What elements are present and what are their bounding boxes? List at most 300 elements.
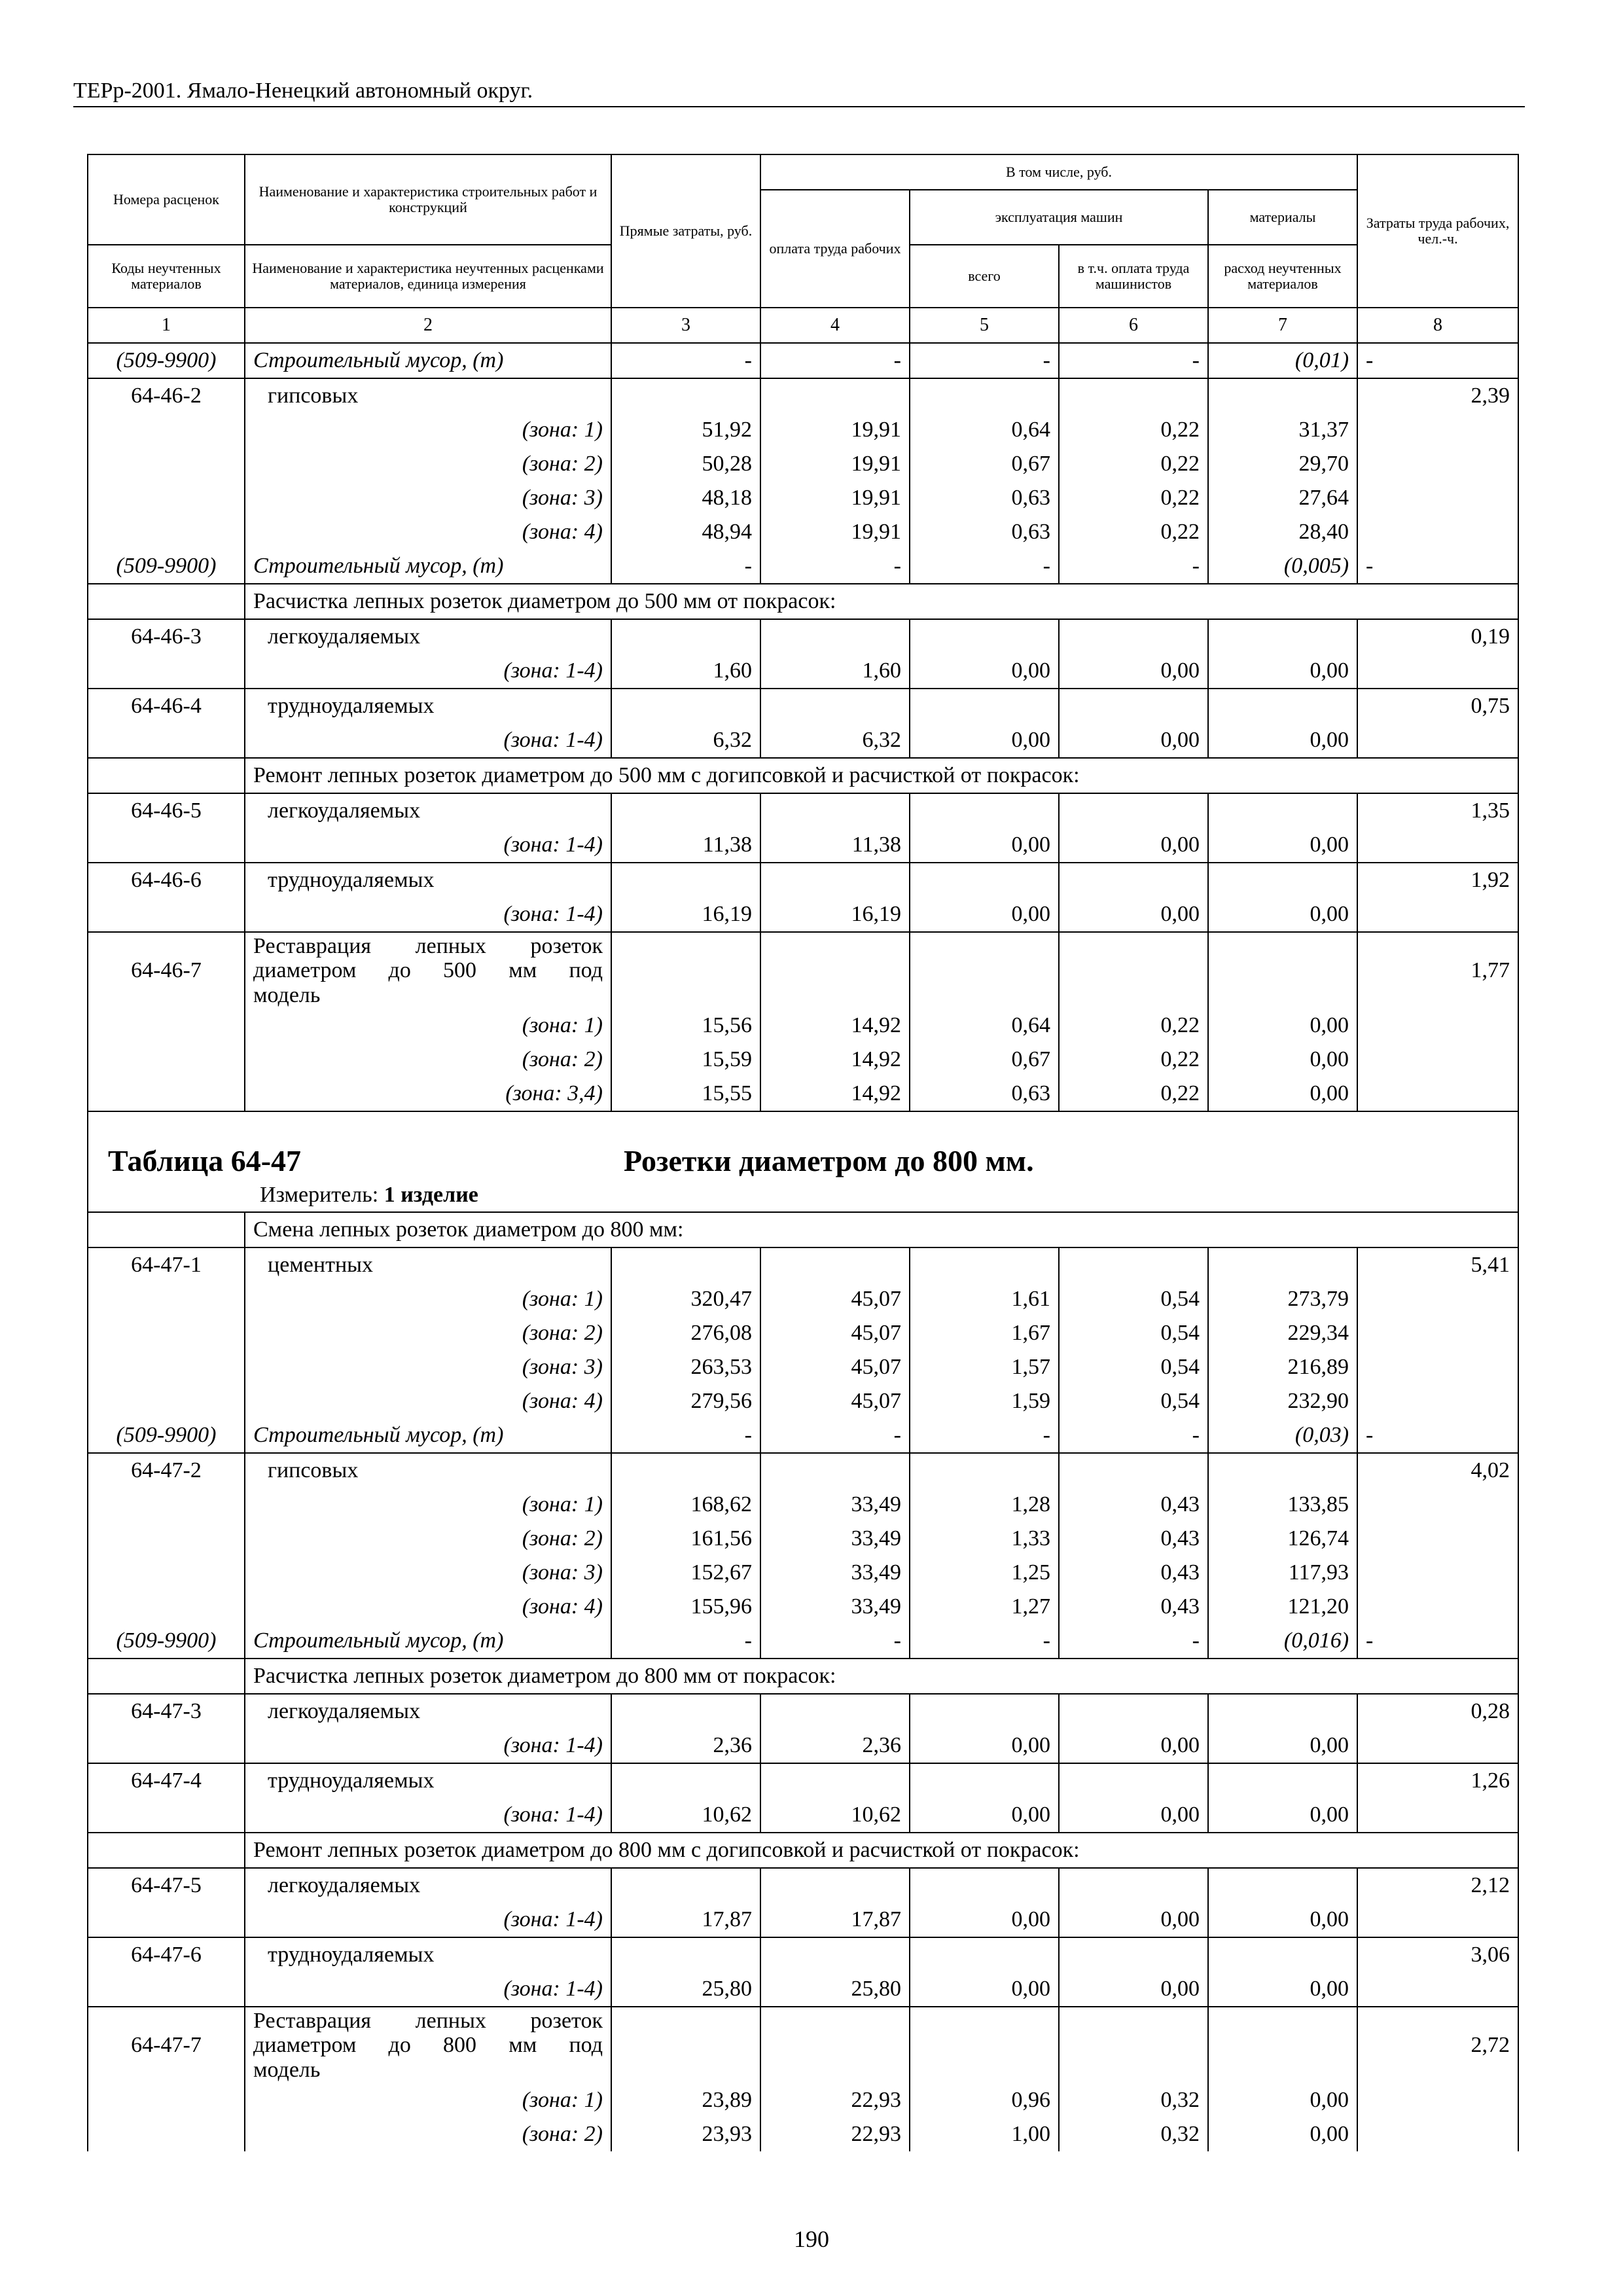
zone-label: (зона: 2) bbox=[245, 1043, 611, 1077]
empty-cell bbox=[1357, 1556, 1518, 1590]
empty-cell bbox=[88, 1043, 245, 1077]
empty-cell bbox=[88, 2117, 245, 2151]
value-c3: 161,56 bbox=[611, 1522, 760, 1556]
value-cell bbox=[910, 932, 1059, 1009]
zone-row bbox=[88, 1384, 1518, 1418]
value-c5: 0,96 bbox=[910, 2083, 1059, 2117]
value-cell bbox=[910, 1247, 1059, 1282]
value-cell bbox=[1208, 1694, 1357, 1729]
zone-label: (зона: 3) bbox=[245, 1350, 611, 1384]
value-c4: - bbox=[760, 1624, 910, 1659]
value-cell bbox=[1208, 1763, 1357, 1798]
value-c7: 31,37 bbox=[1208, 413, 1357, 447]
value-c6: 0,54 bbox=[1059, 1350, 1208, 1384]
zone-label: (зона: 1) bbox=[245, 1488, 611, 1522]
value-cell bbox=[611, 378, 760, 413]
value-c7: 232,90 bbox=[1208, 1384, 1357, 1418]
section-spacer bbox=[88, 584, 245, 619]
value-c4: 14,92 bbox=[760, 1077, 910, 1111]
value-c5: 1,00 bbox=[910, 2117, 1059, 2151]
value-c4: 6,32 bbox=[760, 723, 910, 758]
measure-unit bbox=[260, 1183, 478, 1207]
value-c6: 0,00 bbox=[1059, 1798, 1208, 1833]
value-c7: 28,40 bbox=[1208, 515, 1357, 549]
zone-label: (зона: 1-4) bbox=[245, 828, 611, 863]
value-c4: 19,91 bbox=[760, 447, 910, 481]
rate-name: трудноудаляемых bbox=[245, 1763, 611, 1798]
rate-row bbox=[88, 1694, 1518, 1729]
material-code: (509-9900) bbox=[88, 549, 245, 584]
zone-row bbox=[88, 1522, 1518, 1556]
empty-cell bbox=[88, 413, 245, 447]
labor-cost: 0,75 bbox=[1357, 689, 1518, 723]
value-c4: 19,91 bbox=[760, 515, 910, 549]
value-c4: 33,49 bbox=[760, 1522, 910, 1556]
header-title: ТЕРр-2001. Ямало-Ненецкий автономный округ. bbox=[73, 79, 533, 103]
empty-cell bbox=[1357, 1488, 1518, 1522]
section-spacer bbox=[88, 758, 245, 793]
labor-cost: - bbox=[1357, 343, 1518, 378]
rate-code: 64-47-5 bbox=[88, 1868, 245, 1903]
machines-header: эксплуатация машин bbox=[910, 190, 1208, 245]
empty-cell bbox=[1357, 2117, 1518, 2151]
col8-header: Затраты труда рабочих, чел.-ч. bbox=[1357, 154, 1518, 308]
value-cell bbox=[1059, 689, 1208, 723]
value-c6: - bbox=[1059, 343, 1208, 378]
page-number: 190 bbox=[794, 2226, 829, 2252]
zone-label: (зона: 1-4) bbox=[245, 654, 611, 689]
material-name: Строительный мусор, (т) bbox=[245, 1624, 611, 1659]
rate-code: 64-46-5 bbox=[88, 793, 245, 828]
value-c5: 0,00 bbox=[910, 1798, 1059, 1833]
value-cell bbox=[1208, 619, 1357, 654]
zone-label: (зона: 2) bbox=[245, 447, 611, 481]
value-c3: - bbox=[611, 1624, 760, 1659]
value-c3: 25,80 bbox=[611, 1972, 760, 2007]
value-cell bbox=[910, 378, 1059, 413]
value-c6: 0,00 bbox=[1059, 897, 1208, 932]
zone-label: (зона: 2) bbox=[245, 1316, 611, 1350]
value-c5: 0,00 bbox=[910, 1972, 1059, 2007]
value-cell bbox=[1059, 1453, 1208, 1488]
value-c5: 0,00 bbox=[910, 1729, 1059, 1763]
empty-cell bbox=[1357, 515, 1518, 549]
value-c7: 27,64 bbox=[1208, 481, 1357, 515]
value-c4: - bbox=[760, 343, 910, 378]
rate-name-line: Реставрация лепных розеток bbox=[253, 933, 603, 958]
zone-label: (зона: 4) bbox=[245, 1384, 611, 1418]
section-title: Ремонт лепных розеток диаметром до 800 мм с догипсовкой и расчисткой от покрасок: bbox=[245, 1833, 1518, 1868]
rate-code: 64-46-7 bbox=[88, 932, 245, 1009]
value-c5: 1,57 bbox=[910, 1350, 1059, 1384]
value-cell bbox=[611, 1763, 760, 1798]
value-c5: 0,00 bbox=[910, 1903, 1059, 1937]
zone-label: (зона: 1-4) bbox=[245, 1972, 611, 2007]
value-cell bbox=[910, 793, 1059, 828]
value-c4: 11,38 bbox=[760, 828, 910, 863]
empty-cell bbox=[88, 1316, 245, 1350]
value-c5: - bbox=[910, 549, 1059, 584]
empty-cell bbox=[1357, 1522, 1518, 1556]
labor-cost: 2,39 bbox=[1357, 378, 1518, 413]
table-body bbox=[88, 343, 1518, 2151]
labor-cost: 0,19 bbox=[1357, 619, 1518, 654]
rate-row bbox=[88, 2007, 1518, 2083]
zone-row bbox=[88, 1282, 1518, 1316]
empty-cell bbox=[88, 1972, 245, 2007]
rate-name bbox=[245, 932, 611, 1009]
value-c4: 17,87 bbox=[760, 1903, 910, 1937]
rate-name: трудноудаляемых bbox=[245, 689, 611, 723]
value-cell bbox=[760, 2007, 910, 2083]
empty-cell bbox=[88, 1077, 245, 1111]
zone-label: (зона: 1) bbox=[245, 1282, 611, 1316]
zone-row bbox=[88, 515, 1518, 549]
empty-cell bbox=[88, 828, 245, 863]
rate-name-line: Реставрация лепных розеток bbox=[253, 2008, 603, 2033]
value-c3: 11,38 bbox=[611, 828, 760, 863]
rate-row bbox=[88, 932, 1518, 1009]
empty-cell bbox=[88, 1798, 245, 1833]
section-spacer bbox=[88, 1659, 245, 1694]
value-c6: 0,00 bbox=[1059, 654, 1208, 689]
section-row bbox=[88, 758, 1518, 793]
empty-cell bbox=[1357, 447, 1518, 481]
measure-label: Измеритель: bbox=[260, 1183, 379, 1207]
value-c3: 1,60 bbox=[611, 654, 760, 689]
value-c4: - bbox=[760, 1418, 910, 1453]
value-c6: 0,22 bbox=[1059, 1043, 1208, 1077]
material-code: (509-9900) bbox=[88, 343, 245, 378]
value-c3: 23,89 bbox=[611, 2083, 760, 2117]
value-c4: 16,19 bbox=[760, 897, 910, 932]
value-c3: 48,18 bbox=[611, 481, 760, 515]
rate-row bbox=[88, 863, 1518, 897]
materials-header: материалы bbox=[1208, 190, 1357, 245]
value-c7: 0,00 bbox=[1208, 1077, 1357, 1111]
value-c3: - bbox=[611, 343, 760, 378]
value-cell bbox=[1059, 619, 1208, 654]
section-title: Ремонт лепных розеток диаметром до 500 мм с догипсовкой и расчисткой от покрасок: bbox=[245, 758, 1518, 793]
empty-cell bbox=[88, 1903, 245, 1937]
value-c4: 2,36 bbox=[760, 1729, 910, 1763]
empty-cell bbox=[88, 1729, 245, 1763]
value-c5: 1,25 bbox=[910, 1556, 1059, 1590]
zone-label: (зона: 3,4) bbox=[245, 1077, 611, 1111]
zone-row bbox=[88, 1972, 1518, 2007]
value-c4: 1,60 bbox=[760, 654, 910, 689]
labor-cost: 1,77 bbox=[1357, 932, 1518, 1009]
col-num: 2 bbox=[245, 308, 611, 343]
labor-cost: 5,41 bbox=[1357, 1247, 1518, 1282]
section-spacer bbox=[88, 1212, 245, 1247]
section-row bbox=[88, 1212, 1518, 1247]
zone-row bbox=[88, 1488, 1518, 1522]
material-row bbox=[88, 343, 1518, 378]
value-c6: - bbox=[1059, 549, 1208, 584]
empty-cell bbox=[88, 1350, 245, 1384]
value-c5: 0,63 bbox=[910, 1077, 1059, 1111]
rate-code: 64-46-4 bbox=[88, 689, 245, 723]
value-c5: 1,28 bbox=[910, 1488, 1059, 1522]
zone-row bbox=[88, 447, 1518, 481]
value-c4: 25,80 bbox=[760, 1972, 910, 2007]
value-c5: 1,61 bbox=[910, 1282, 1059, 1316]
labor-cost: 1,92 bbox=[1357, 863, 1518, 897]
col-num: 6 bbox=[1059, 308, 1208, 343]
rate-code: 64-47-3 bbox=[88, 1694, 245, 1729]
section-row bbox=[88, 584, 1518, 619]
value-c5: 0,00 bbox=[910, 723, 1059, 758]
table-heading-row bbox=[88, 1111, 1518, 1212]
col5-header: всего bbox=[910, 245, 1059, 308]
page-header bbox=[73, 77, 1525, 107]
material-row bbox=[88, 1624, 1518, 1659]
value-cell bbox=[1059, 863, 1208, 897]
value-c7: 0,00 bbox=[1208, 1729, 1357, 1763]
empty-cell bbox=[88, 897, 245, 932]
value-c5: 0,67 bbox=[910, 1043, 1059, 1077]
value-c6: 0,00 bbox=[1059, 1972, 1208, 2007]
labor-cost: 3,06 bbox=[1357, 1937, 1518, 1972]
value-cell bbox=[1059, 378, 1208, 413]
value-c7: 216,89 bbox=[1208, 1350, 1357, 1384]
rate-row bbox=[88, 378, 1518, 413]
value-cell bbox=[910, 689, 1059, 723]
empty-cell bbox=[88, 1590, 245, 1624]
value-c6: 0,22 bbox=[1059, 481, 1208, 515]
value-c6: 0,54 bbox=[1059, 1316, 1208, 1350]
col-num: 8 bbox=[1357, 308, 1518, 343]
empty-cell bbox=[1357, 1350, 1518, 1384]
value-cell bbox=[910, 1763, 1059, 1798]
zone-row bbox=[88, 654, 1518, 689]
zone-label: (зона: 2) bbox=[245, 1522, 611, 1556]
zone-label: (зона: 1-4) bbox=[245, 897, 611, 932]
rate-code: 64-46-3 bbox=[88, 619, 245, 654]
value-c6: 0,43 bbox=[1059, 1522, 1208, 1556]
value-cell bbox=[1208, 1453, 1357, 1488]
value-c7: (0,01) bbox=[1208, 343, 1357, 378]
zone-label: (зона: 4) bbox=[245, 1590, 611, 1624]
value-c3: 15,59 bbox=[611, 1043, 760, 1077]
value-cell bbox=[910, 619, 1059, 654]
table-title: Розетки диаметром до 800 мм. bbox=[624, 1144, 1034, 1177]
value-c4: 22,93 bbox=[760, 2117, 910, 2151]
value-cell bbox=[1059, 793, 1208, 828]
value-c7: 133,85 bbox=[1208, 1488, 1357, 1522]
material-code: (509-9900) bbox=[88, 1624, 245, 1659]
value-cell bbox=[910, 863, 1059, 897]
value-cell bbox=[1208, 1937, 1357, 1972]
table-number: Таблица 64-47 bbox=[108, 1144, 302, 1177]
value-cell bbox=[910, 1868, 1059, 1903]
zone-row bbox=[88, 1350, 1518, 1384]
value-c7: (0,016) bbox=[1208, 1624, 1357, 1659]
value-c4: 45,07 bbox=[760, 1350, 910, 1384]
value-cell bbox=[760, 689, 910, 723]
value-c3: 15,56 bbox=[611, 1009, 760, 1043]
labor-cost: 4,02 bbox=[1357, 1453, 1518, 1488]
value-cell bbox=[1208, 863, 1357, 897]
value-c7: 273,79 bbox=[1208, 1282, 1357, 1316]
section-title: Расчистка лепных розеток диаметром до 500 мм от покрасок: bbox=[245, 584, 1518, 619]
rate-name: легкоудаляемых bbox=[245, 619, 611, 654]
value-c5: 0,00 bbox=[910, 897, 1059, 932]
zone-row bbox=[88, 1798, 1518, 1833]
value-cell bbox=[611, 1694, 760, 1729]
rate-name: легкоудаляемых bbox=[245, 1868, 611, 1903]
col-num: 3 bbox=[611, 308, 760, 343]
value-cell bbox=[611, 793, 760, 828]
value-c7: 0,00 bbox=[1208, 1043, 1357, 1077]
table-heading bbox=[88, 1111, 1518, 1212]
rate-name: гипсовых bbox=[245, 1453, 611, 1488]
zone-row bbox=[88, 2117, 1518, 2151]
rate-name: легкоудаляемых bbox=[245, 793, 611, 828]
value-c7: 0,00 bbox=[1208, 897, 1357, 932]
value-c5: - bbox=[910, 343, 1059, 378]
zone-row bbox=[88, 1043, 1518, 1077]
rate-row bbox=[88, 793, 1518, 828]
value-c7: 229,34 bbox=[1208, 1316, 1357, 1350]
value-cell bbox=[1208, 689, 1357, 723]
value-c6: 0,54 bbox=[1059, 1282, 1208, 1316]
value-cell bbox=[1059, 1247, 1208, 1282]
value-cell bbox=[760, 1937, 910, 1972]
zone-label: (зона: 1-4) bbox=[245, 1798, 611, 1833]
value-cell bbox=[1208, 2007, 1357, 2083]
col2-header-top: Наименование и характеристика строительных работ и конструкций bbox=[245, 154, 611, 245]
rate-name-line: модель bbox=[253, 982, 321, 1007]
table-header bbox=[88, 154, 1518, 343]
zone-label: (зона: 3) bbox=[245, 481, 611, 515]
value-c6: 0,22 bbox=[1059, 515, 1208, 549]
value-c7: 0,00 bbox=[1208, 723, 1357, 758]
value-c5: 1,59 bbox=[910, 1384, 1059, 1418]
value-c3: 16,19 bbox=[611, 897, 760, 932]
material-code: (509-9900) bbox=[88, 1418, 245, 1453]
empty-cell bbox=[1357, 1729, 1518, 1763]
value-c3: - bbox=[611, 549, 760, 584]
value-c7: 0,00 bbox=[1208, 2117, 1357, 2151]
value-c5: 0,64 bbox=[910, 1009, 1059, 1043]
empty-cell bbox=[1357, 1316, 1518, 1350]
rate-name: цементных bbox=[245, 1247, 611, 1282]
value-c5: 1,67 bbox=[910, 1316, 1059, 1350]
value-cell bbox=[1208, 932, 1357, 1009]
value-c5: 0,64 bbox=[910, 413, 1059, 447]
zone-row bbox=[88, 1316, 1518, 1350]
empty-cell bbox=[88, 723, 245, 758]
empty-cell bbox=[88, 447, 245, 481]
value-cell bbox=[760, 378, 910, 413]
labor-cost: 1,26 bbox=[1357, 1763, 1518, 1798]
value-cell bbox=[760, 863, 910, 897]
value-cell bbox=[910, 2007, 1059, 2083]
rate-name-line: диаметром до 500 мм под bbox=[253, 958, 603, 983]
empty-cell bbox=[1357, 723, 1518, 758]
value-c6: 0,00 bbox=[1059, 1729, 1208, 1763]
value-c7: 117,93 bbox=[1208, 1556, 1357, 1590]
empty-cell bbox=[88, 2083, 245, 2117]
section-row bbox=[88, 1659, 1518, 1694]
material-name: Строительный мусор, (т) bbox=[245, 1418, 611, 1453]
value-c5: 0,00 bbox=[910, 828, 1059, 863]
empty-cell bbox=[88, 1384, 245, 1418]
value-c6: 0,22 bbox=[1059, 413, 1208, 447]
zone-row bbox=[88, 723, 1518, 758]
value-c6: - bbox=[1059, 1624, 1208, 1659]
value-cell bbox=[611, 863, 760, 897]
empty-cell bbox=[1357, 828, 1518, 863]
zone-label: (зона: 2) bbox=[245, 2117, 611, 2151]
value-cell bbox=[611, 619, 760, 654]
rate-name-line: диаметром до 800 мм под bbox=[253, 2033, 603, 2058]
value-c6: 0,00 bbox=[1059, 828, 1208, 863]
empty-cell bbox=[1357, 413, 1518, 447]
value-cell bbox=[760, 1453, 910, 1488]
zone-row bbox=[88, 1077, 1518, 1111]
rate-row bbox=[88, 1247, 1518, 1282]
col-num: 1 bbox=[88, 308, 245, 343]
value-c7: (0,03) bbox=[1208, 1418, 1357, 1453]
value-c5: 0,67 bbox=[910, 447, 1059, 481]
zone-row bbox=[88, 828, 1518, 863]
section-row bbox=[88, 1833, 1518, 1868]
value-c3: 155,96 bbox=[611, 1590, 760, 1624]
labor-cost: - bbox=[1357, 549, 1518, 584]
value-cell bbox=[1059, 2007, 1208, 2083]
value-cell bbox=[760, 1247, 910, 1282]
value-c4: 19,91 bbox=[760, 413, 910, 447]
value-cell bbox=[611, 1247, 760, 1282]
zone-label: (зона: 4) bbox=[245, 515, 611, 549]
value-c7: 0,00 bbox=[1208, 1798, 1357, 1833]
value-cell bbox=[760, 1868, 910, 1903]
zone-label: (зона: 1-4) bbox=[245, 723, 611, 758]
empty-cell bbox=[88, 654, 245, 689]
section-title: Смена лепных розеток диаметром до 800 мм: bbox=[245, 1212, 1518, 1247]
rate-row bbox=[88, 1763, 1518, 1798]
value-cell bbox=[1059, 1937, 1208, 1972]
rate-name bbox=[245, 2007, 611, 2083]
value-c7: 121,20 bbox=[1208, 1590, 1357, 1624]
value-cell bbox=[611, 932, 760, 1009]
value-cell bbox=[1059, 1694, 1208, 1729]
value-c5: - bbox=[910, 1418, 1059, 1453]
value-c7: 126,74 bbox=[1208, 1522, 1357, 1556]
value-cell bbox=[760, 793, 910, 828]
value-c6: 0,43 bbox=[1059, 1556, 1208, 1590]
value-c6: 0,22 bbox=[1059, 1077, 1208, 1111]
zone-row bbox=[88, 1590, 1518, 1624]
value-c7: 0,00 bbox=[1208, 1903, 1357, 1937]
empty-cell bbox=[88, 1522, 245, 1556]
value-cell bbox=[1208, 793, 1357, 828]
empty-cell bbox=[88, 1556, 245, 1590]
empty-cell bbox=[88, 515, 245, 549]
zone-label: (зона: 1-4) bbox=[245, 1729, 611, 1763]
col7-header: расход неучтенных материалов bbox=[1208, 245, 1357, 308]
value-c7: 29,70 bbox=[1208, 447, 1357, 481]
value-cell bbox=[1059, 1868, 1208, 1903]
empty-cell bbox=[1357, 1282, 1518, 1316]
value-c4: 19,91 bbox=[760, 481, 910, 515]
rate-code: 64-47-7 bbox=[88, 2007, 245, 2083]
col1-header-bottom: Коды неучтенных материалов bbox=[88, 245, 245, 308]
zone-row bbox=[88, 1729, 1518, 1763]
